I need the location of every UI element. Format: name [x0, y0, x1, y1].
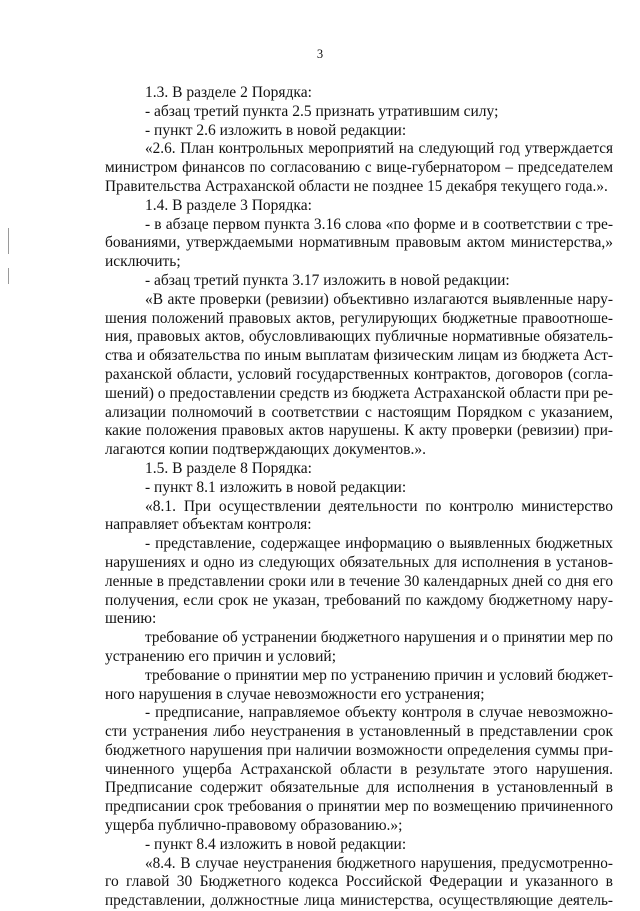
text-line: министром финансов по согласованию с вице-губернатором – председателем [105, 159, 613, 177]
page-number: 3 [316, 47, 324, 61]
text-line: ства и обязательства по иным выплатам физическим лицам из бюджета Аст- [105, 347, 613, 365]
text-line: требование об устранении бюджетного нарушения и о принятии мер по [145, 629, 613, 647]
text-line: - абзац третий пункта 3.17 изложить в новой редакции: [145, 271, 510, 289]
text-line: раханской области, условий государственных контрактов, договоров (согла- [105, 365, 613, 383]
text-line: бованиями, утверждаемыми нормативным правовым актом министерства,» [105, 234, 613, 252]
scan-edge-mark [8, 228, 9, 254]
text-line: ного нарушения в случае невозможности его устранения; [105, 685, 485, 703]
text-line: шений) о предоставлении средств из бюджета Астраханской области при ре- [105, 384, 613, 402]
text-line: ущерба публично-правовому образованию.»; [105, 817, 403, 835]
text-line: - пункт 8.4 изложить в новой редакции: [145, 835, 407, 853]
document-body [105, 84, 613, 911]
text-line: - представление, содержащее информацию о выявленных бюджетных [145, 535, 613, 553]
text-line: направляет объектам контроля: [105, 516, 312, 534]
text-line: - предписание, направляемое объекту контроля в случае невозможно- [145, 704, 613, 722]
text-line: - в абзаце первом пункта 3.16 слова «по форме и в соответствии с тре- [145, 215, 613, 233]
text-line: Правительства Астраханской области не позднее 15 декабря текущего года.». [105, 177, 608, 195]
text-line: представлении, должностные лица министерства, осуществляющие деятель- [105, 892, 613, 910]
text-line: - пункт 2.6 изложить в новой редакции: [145, 121, 407, 139]
text-line: устранению его причин и условий; [105, 647, 337, 665]
text-line: - пункт 8.1 изложить в новой редакции: [145, 478, 407, 496]
text-line: шения положений правовых актов, регулирующих бюджетные правоотноше- [105, 309, 613, 327]
text-line: «8.4. В случае неустранения бюджетного нарушения, предусмотренно- [145, 854, 613, 872]
text-line: Предписание содержит обязательные для исполнения в установленный в [105, 779, 613, 797]
text-line: ленные в представлении сроки или в течение 30 календарных дней со дня его [105, 572, 613, 590]
text-line: 1.5. В разделе 8 Порядка: [145, 459, 312, 477]
text-line: лагаются копии подтверждающих документов.». [105, 441, 426, 459]
text-line: 1.3. В разделе 2 Порядка: [145, 84, 312, 101]
text-line: ния, правовых актов, обусловливающих публичные нормативные обязатель- [105, 328, 613, 346]
text-line: «В акте проверки (ревизии) объективно излагаются выявленные нару- [145, 290, 613, 308]
text-line: «8.1. При осуществлении деятельности по контролю министерство [145, 497, 613, 515]
text-line: шению: [105, 610, 157, 628]
text-line: исключить; [105, 253, 181, 271]
scan-edge-mark [8, 268, 9, 284]
text-line: 1.4. В разделе 3 Порядка: [145, 196, 312, 214]
text-line: предписании срок требования о принятии мер по возмещению причиненного [105, 798, 613, 816]
text-line: чиненного ущерба Астраханской области в результате этого нарушения. [105, 760, 613, 778]
text-line: - абзац третий пункта 2.5 признать утратившим силу; [145, 102, 499, 120]
text-line: «2.6. План контрольных мероприятий на следующий год утверждается [145, 140, 613, 158]
text-line: ализации полномочий в соответствии с настоящим Порядком с указанием, [105, 403, 613, 421]
text-line: го главой 30 Бюджетного кодекса Российской Федерации и указанного в [105, 873, 613, 891]
text-line: бюджетного нарушения при наличии возможности определения суммы при- [105, 741, 613, 759]
text-line: получения, если срок не указан, требований по каждому бюджетному нару- [105, 591, 613, 609]
text-line: требование о принятии мер по устранению причин и условий бюджет- [145, 666, 613, 684]
text-line: нарушениях и одно из следующих обязательных для исполнения в установ- [105, 553, 613, 571]
text-line: какие положения правовых актов нарушены. К акту проверки (ревизии) при- [105, 422, 613, 440]
text-line: сти устранения либо неустранения в установленный в представлении срок [105, 723, 613, 741]
